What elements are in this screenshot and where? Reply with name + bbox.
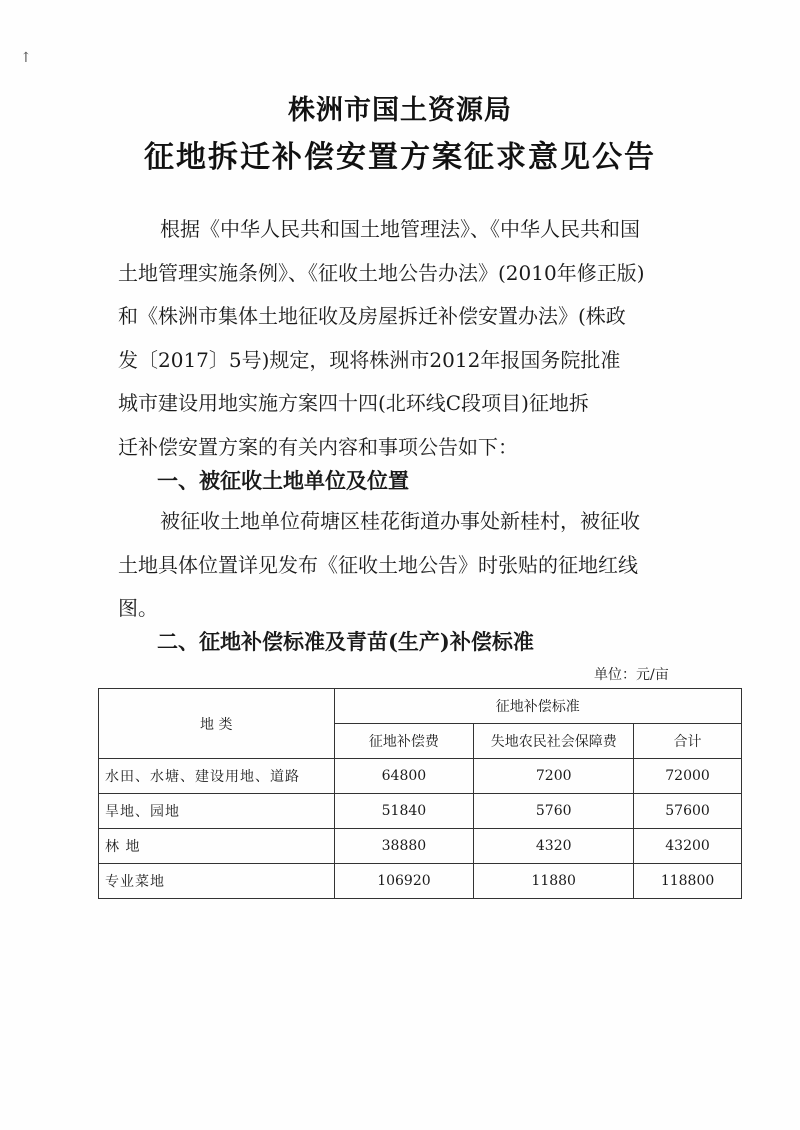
land-type-cell: 专业菜地 (99, 864, 335, 899)
total-cell: 57600 (634, 794, 742, 829)
social-cell: 7200 (474, 759, 634, 794)
section1-heading: 一、被征收土地单位及位置 (157, 468, 409, 493)
intro-line-1: 根据《中华人民共和国土地管理法》、《中华人民共和国 (160, 217, 640, 241)
section1-line-2: 土地具体位置详见发布《征收土地公告》时张贴的征地红线 (118, 553, 638, 577)
land-type-cell: 林 地 (99, 829, 335, 864)
land-type-cell: 旱地、园地 (99, 794, 335, 829)
table-row (99, 794, 742, 829)
total-cell: 118800 (634, 864, 742, 899)
column-header: 合计 (634, 724, 742, 759)
social-cell: 4320 (474, 829, 634, 864)
intro-line-6: 迁补偿安置方案的有关内容和事项公告如下： (118, 435, 518, 459)
document-title-line1: 株洲市国土资源局 (288, 95, 512, 126)
table-row (99, 829, 742, 864)
table-row (99, 759, 742, 794)
intro-line-5: 城市建设用地实施方案四十四(北环线C段项目)征地拆 (118, 391, 589, 415)
fee-cell: 64800 (334, 759, 474, 794)
section1-line-3: 图。 (118, 596, 158, 620)
total-cell: 72000 (634, 759, 742, 794)
table-row (99, 864, 742, 899)
group-header: 征地补偿标准 (334, 689, 741, 724)
land-type-header: 地 类 (99, 689, 335, 759)
section1-line-1: 被征收土地单位荷塘区桂花街道办事处新桂村，被征收 (160, 509, 640, 533)
table-header-row-1 (99, 689, 742, 724)
intro-line-2: 土地管理实施条例》、《征收土地公告办法》(2010年修正版) (118, 261, 645, 285)
column-header: 失地农民社会保障费 (474, 724, 634, 759)
section2-heading: 二、征地补偿标准及青苗(生产)补偿标准 (157, 629, 534, 654)
unit-label: 单位：元/亩 (594, 667, 669, 683)
intro-line-4: 发〔2017〕5号)规定，现将株洲市2012年报国务院批准 (118, 348, 621, 372)
land-type-cell: 水田、水塘、建设用地、道路 (99, 759, 335, 794)
total-cell: 43200 (634, 829, 742, 864)
compensation-table (98, 688, 742, 899)
intro-line-3: 和《株洲市集体土地征收及房屋拆迁补偿安置办法》(株政 (118, 304, 626, 328)
column-header: 征地补偿费 (334, 724, 474, 759)
fee-cell: 38880 (334, 829, 474, 864)
fee-cell: 106920 (334, 864, 474, 899)
document-title-line2: 征地拆迁补偿安置方案征求意见公告 (144, 140, 656, 175)
social-cell: 5760 (474, 794, 634, 829)
fee-cell: 51840 (334, 794, 474, 829)
social-cell: 11880 (474, 864, 634, 899)
corner-mark: ↑ (20, 50, 32, 66)
